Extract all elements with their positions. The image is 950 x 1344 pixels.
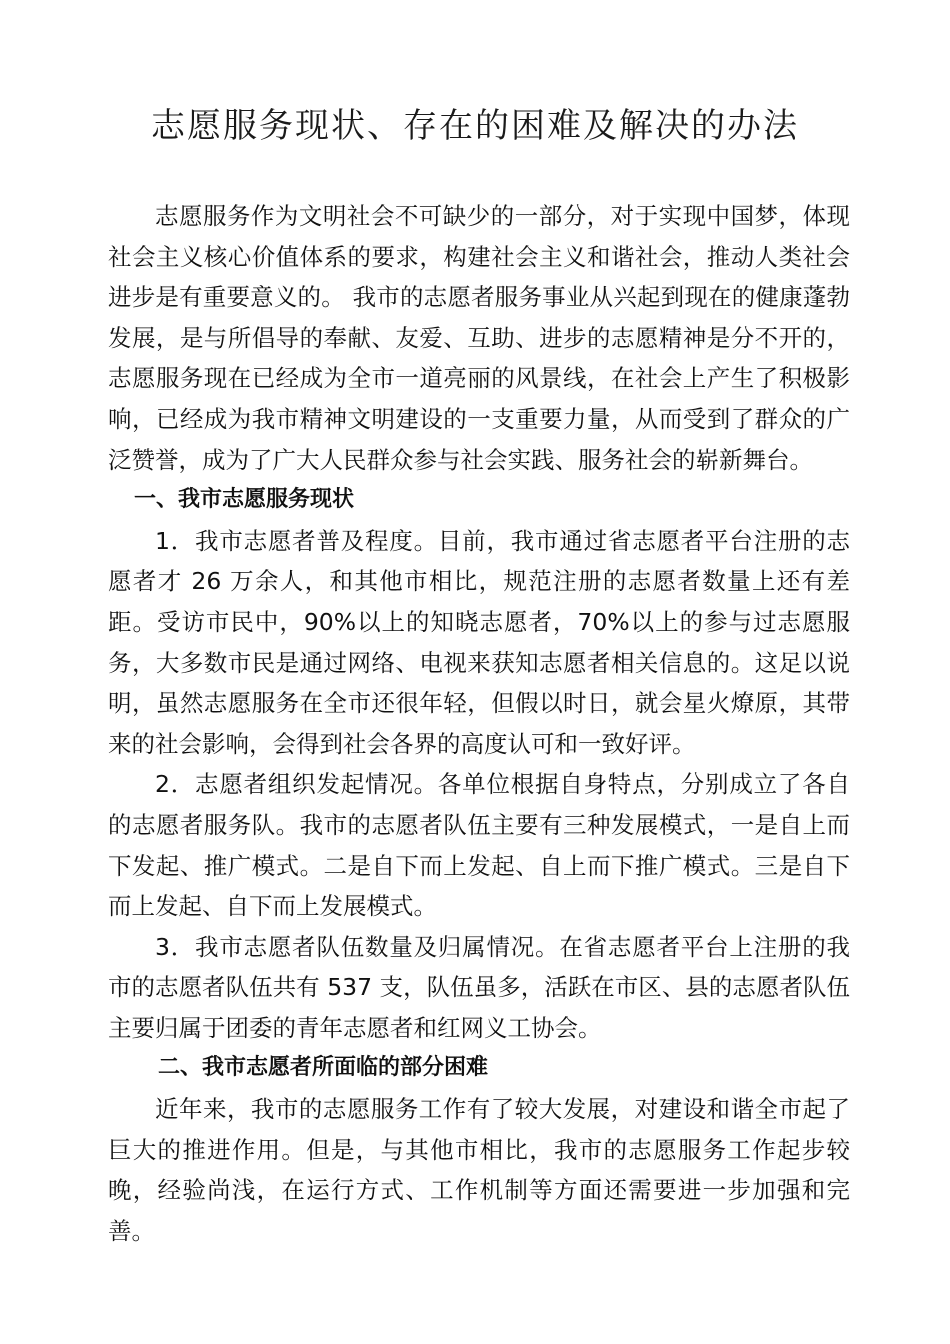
section1-item-2: 2．志愿者组织发起情况。各单位根据自身特点，分别成立了各自的志愿者服务队。我市的志愿者队伍主要有三种发展模式，一是自上而下发起、推广模式。二是自下而上发起、自上而下推广模式。三是自下而上发起、自下而上发展模式。 [108,770,850,921]
section1-item-1: 1．我市志愿者普及程度。目前，我市通过省志愿者平台注册的志愿者才 26 万余人，和其他市相比，规范注册的志愿者数量上还有差距。受访市民中，90%以上的知晓志愿者，70%以上的参与过志愿服务，大多数市民是通过网络、电视来获知志愿者相关信息的。这足以说明，虽然志愿服务在全市还很年轻，但假以时日，就会星火燎原，其带来的社会影响，会得到社会各界的高度认可和一致好评。 [108,526,850,758]
section-heading-2: 二、我市志愿者所面临的部分困难 [158,1055,489,1081]
section-heading-1: 一、我市志愿服务现状 [134,487,355,513]
section2-paragraph: 近年来，我市的志愿服务工作有了较大发展，对建设和谐全市起了巨大的推进作用。但是，与其他市相比，我市的志愿服务工作起步较晚，经验尚浅，在运行方式、工作机制等方面还需要进一步加强和完善。 [108,1095,850,1245]
document-body [108,196,850,1251]
section1-item-3: 3．我市志愿者队伍数量及归属情况。在省志愿者平台上注册的我市的志愿者队伍共有 537 支，队伍虽多，活跃在市区、县的志愿者队伍主要归属于团委的青年志愿者和红网义工协会。 [108,932,850,1042]
intro-paragraph: 志愿服务作为文明社会不可缺少的一部分，对于实现中国梦，体现社会主义核心价值体系的要求，构建社会主义和谐社会，推动人类社会进步是有重要意义的。 我市的志愿者服务事业从兴起到现在的健康蓬勃发展，是与所倡导的奉献、友爱、互助、进步的志愿精神是分不开的，志愿服务现在已经成为全市一道亮丽的风景线，在社会上产生了积极影响，已经成为我市精神文明建设的一支重要力量，从而受到了群众的广泛赞誉，成为了广大人民群众参与社会实践、服务社会的崭新舞台。 [108,202,850,474]
document-title: 志愿服务现状、存在的困难及解决的办法 [151,106,799,146]
